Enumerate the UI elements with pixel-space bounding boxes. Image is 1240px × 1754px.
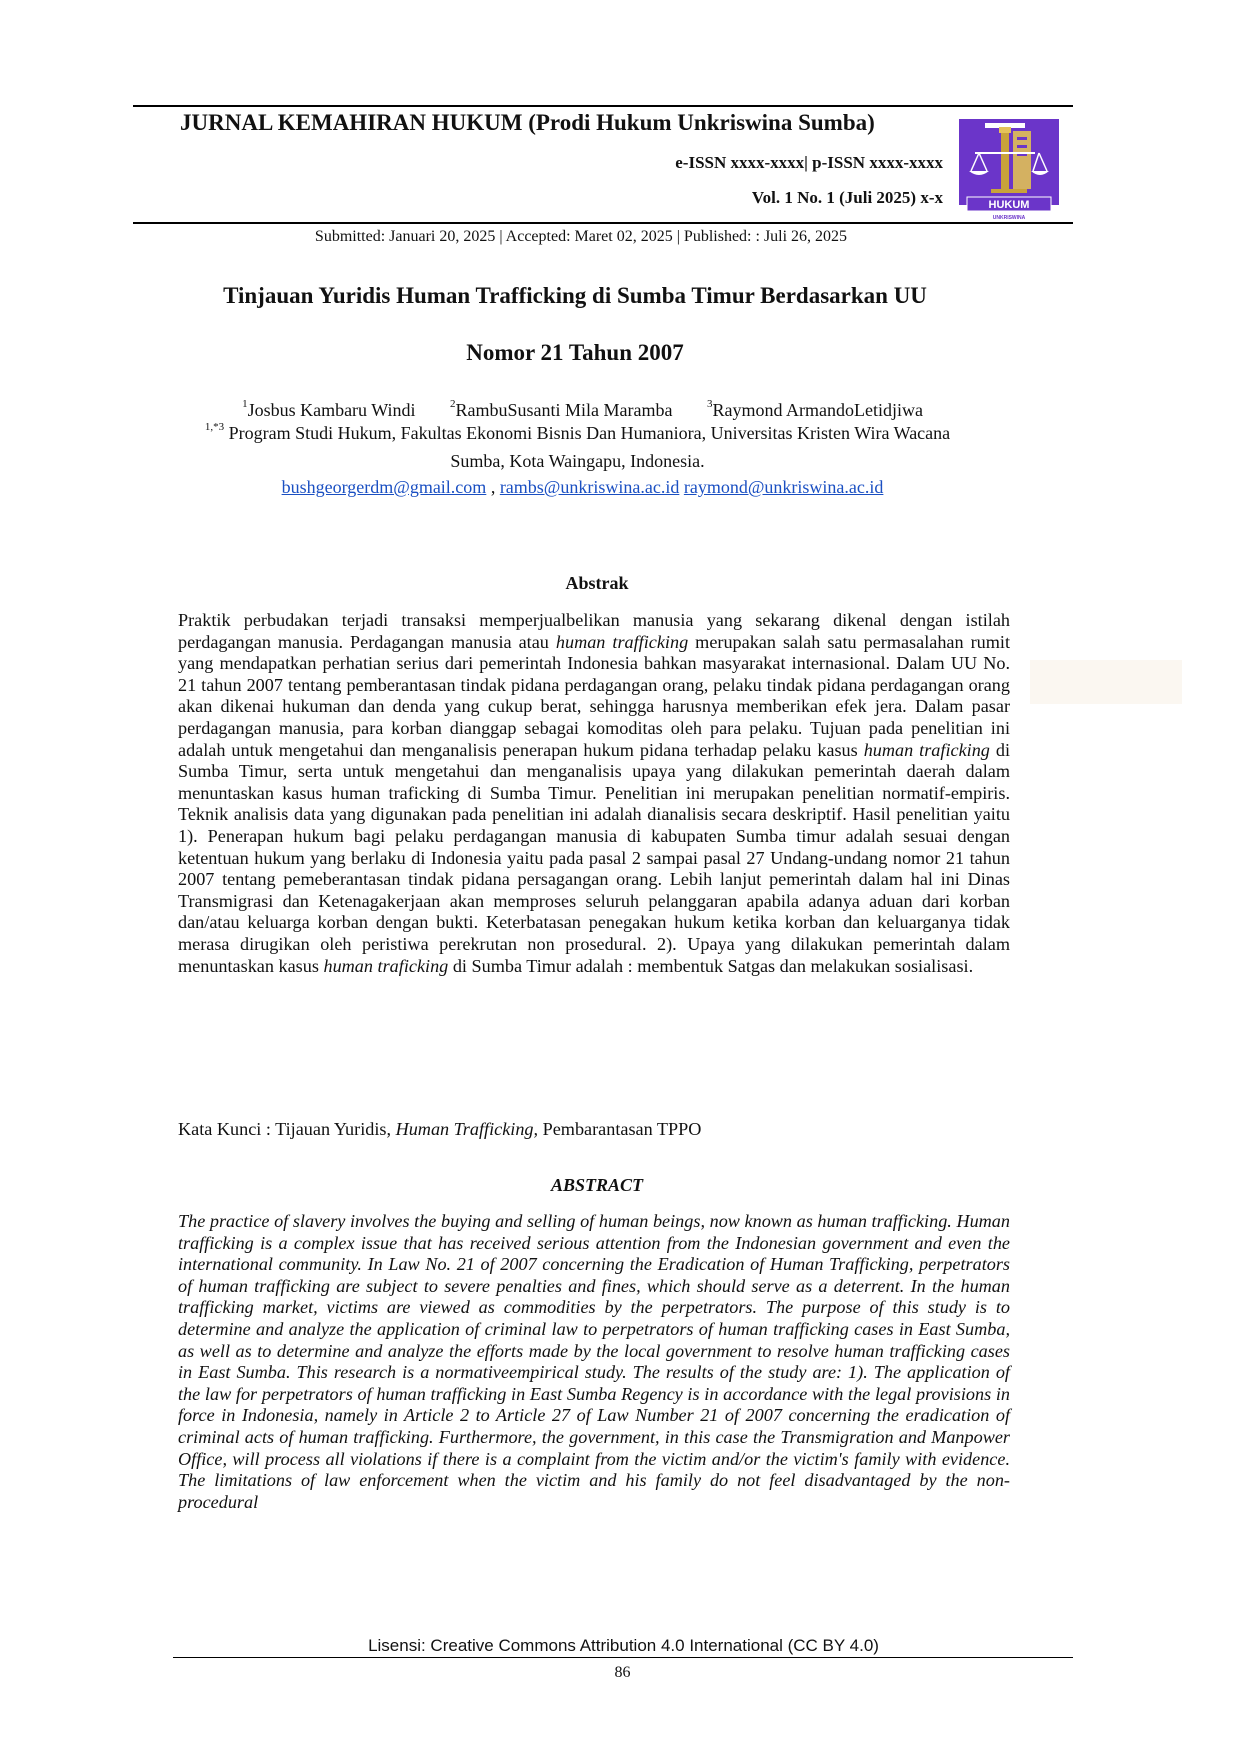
author-3: $^3$Raymond ArmandoLetidjiwa (706, 398, 923, 420)
faint-mark (1030, 660, 1182, 704)
email-link-3[interactable]: raymond@unkriswina.ac.id (683, 477, 884, 497)
affiliation-line-1: $^{1,*3}$ Program Studi Hukum, Fakultas Ekonomi Bisnis Dan Humaniora, Universitas Kristen Wira Wacana (204, 421, 951, 443)
affiliation-line-2: Sumba, Kota Waingapu, Indonesia. (450, 451, 705, 471)
author-emails: bushgeorgerdm@gmail.com , rambs@unkriswina.ac.id raymond@unkriswina.ac.id (281, 477, 884, 497)
journal-title: JURNAL KEMAHIRAN HUKUM (Prodi Hukum Unkriswina Sumba) (180, 110, 875, 135)
author-list (0, 400, 1165, 421)
logo-subtext: UNKRISWINA (992, 215, 1026, 221)
abstrak-paragraph: Praktik perbudakan terjadi transaksi memperjualbelikan manusia yang sekarang dikenal dengan istilah perdagangan manusia. Perdagangan manusia atau human trafficking merupakan salah satu permasalahan rumit yang mendapatkan perhatian serius dari pemerintah Indonesia bahkan masyarakat internasional. Dalam UU No. 21 tahun 2007 tentang pemberantasan tindak pidana perdagangan orang, pelaku tindak pidana perdagangan orang akan dikenai hukuman dan denda yang cukup berat, sehingga harusnya memberikan efek jera. Dalam pasar perdagangan manusia, para korban dianggap sebagai komoditas oleh para pelaku. Tujuan pada penelitian ini adalah untuk mengetahui dan menganalisis penerapan hukum pidana terhadap pelaku kasus human traficking di Sumba Timur, serta untuk mengetahui dan menganalisis upaya yang dilakukan pemerintah daerah dalam menuntaskan kasus human traficking di Sumba Timur. Penelitian ini merupakan penelitian normatif-empiris. Teknik analisis data yang digunakan pada penelitian ini adalah dianalisis secara deskriptif. Hasil penelitian yaitu 1). Penerapan hukum bagi pelaku perdagangan manusia di kabupaten Sumba timur adalah sesuai dengan ketentuan hukum yang berlaku di Indonesia yaitu pada pasal 2 sampai pasal 27 Undang-undang nomor 21 tahun 2007 tentang pemeberantasan tindak pidana persagangan orang. Lebih lanjut pemerintah dalam hal ini Dinas Transmigrasi dan Ketenagakerjaan akan memproses seluruh pelanggaran apabila adanya aduan dari korban dan/atau keluarga korban dengan bukti. Keterbatasan penegakan hukum ketika korban dan keluarganya tidak merasa dirugikan oleh peristiwa perekrutan non prosedural. 2). Upaya yang dilakukan pemerintah dalam menuntaskan kasus human traficking di Sumba Timur adalah : membentuk Satgas dan melakukan sosialisasi. (178, 610, 1010, 976)
keywords: Kata Kunci : Tijauan Yuridis, Human Trafficking, Pembarantasan TPPO (178, 1119, 702, 1139)
header-bottom-rule (133, 222, 1073, 224)
article-title-line-2: Nomor 21 Tahun 2007 (466, 340, 684, 365)
email-link-2[interactable]: rambs@unkriswina.ac.id (499, 477, 680, 497)
page-number: 86 (614, 1664, 631, 1681)
author-1: $^1$Josbus Kambaru Windi (242, 398, 416, 420)
footer-rule (173, 1657, 1073, 1658)
email-link-1[interactable]: bushgeorgerdm@gmail.com (281, 477, 487, 497)
volume-line: Vol. 1 No. 1 (Juli 2025) x-x (751, 188, 943, 207)
abstract-paragraph: The practice of slavery involves the buying and selling of human beings, now known as human trafficking. Human trafficking is a complex issue that has received serious attention from the Indonesian government and even the international community. In Law No. 21 of 2007 concerning the Eradication of Human Trafficking, perpetrators of human trafficking are subject to severe penalties and fines, which should serve as a deterrent. In the human trafficking market, victims are viewed as commodities by the perpetrators. The purpose of this study is to determine and analyze the application of criminal law to perpetrators of human trafficking cases in East Sumba, as well as to determine and analyze the efforts made by the local government to resolve human trafficking cases in East Sumba. This research is a normativeempirical study. The results of the study are: 1). The application of the law for perpetrators of human trafficking in East Sumba Regency is in accordance with the legal provisions in force in Indonesia, namely in Article 2 to Article 27 of Law Number 21 of 2007 concerning the eradication of criminal acts of human trafficking. Furthermore, the government, in this case the Transmigration and Manpower Office, will process all violations if there is a complaint from the victim and/or the victim's family with evidence. The limitations of law enforcement when the victim and his family do not feel disadvantaged by the non-procedural (178, 1211, 1010, 1512)
submission-dates: Submitted: Januari 20, 2025 | Accepted: Maret 02, 2025 | Published: : Juli 26, 2025 (314, 228, 848, 245)
abstrak-heading: Abstrak (565, 573, 629, 593)
logo-text: HUKUM (988, 199, 1030, 211)
author-2: $^2$RambuSusanti Mila Maramba (450, 398, 673, 420)
issn-line: e-ISSN xxxx-xxxx| p-ISSN xxxx-xxxx (675, 153, 943, 172)
journal-logo (955, 117, 1063, 225)
abstract-heading: ABSTRACT (550, 1175, 644, 1195)
article-title-line-1: Tinjauan Yuridis Human Trafficking di Sumba Timur Berdasarkan UU (223, 283, 927, 308)
header-top-rule (133, 105, 1073, 107)
license-footer: Lisensi: Creative Commons Attribution 4.0 International (CC BY 4.0) (368, 1636, 879, 1655)
